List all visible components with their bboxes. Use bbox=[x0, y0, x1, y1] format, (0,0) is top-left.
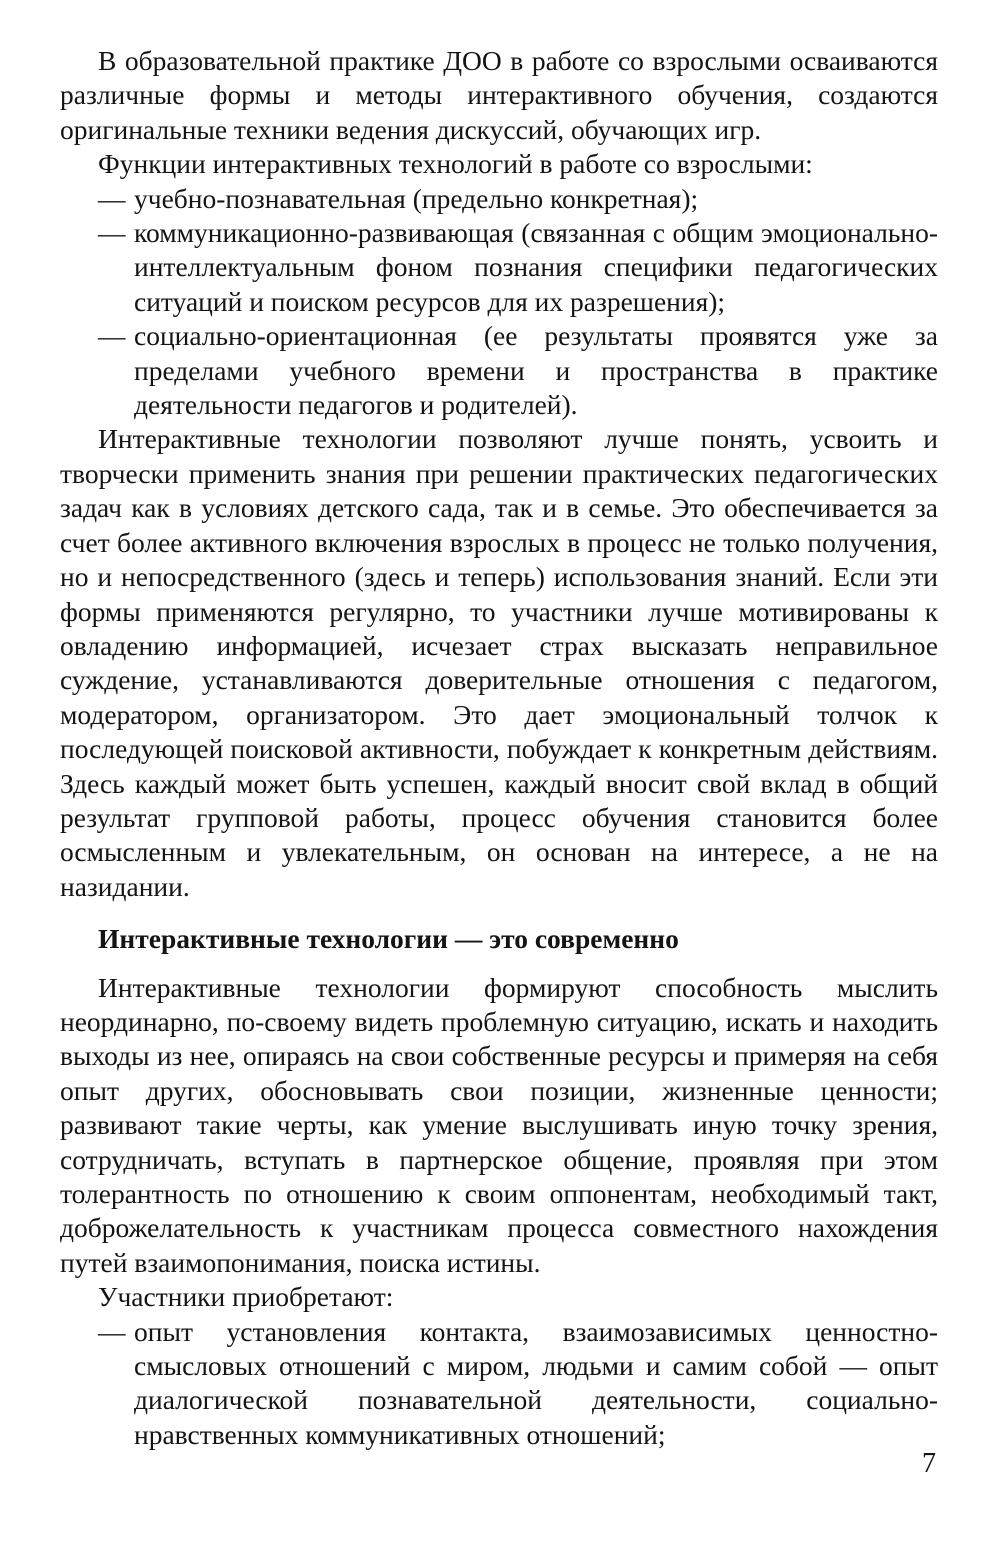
list-item-text: учебно-познавательная (предельно конкретная); bbox=[134, 182, 699, 214]
section-paragraph: Интерактивные технологии формируют способность мыслить неординарно, по-своему видеть проблемную ситуацию, искать и находить выходы из нее, опираясь на свои собственные ресурсы и примеряя на себя опыт других, обосновывать свои позиции, жизненные ценности; развивают такие черты, как умение выслушивать иную точку зрения, сотрудничать, вступать в партнерское общение, проявляя при этом толерантность по отношению к своим оппонентам, необходимый такт, доброжелательность к участникам процесса совместного нахождения путей взаимопонимания, поиска истины. bbox=[60, 971, 938, 1278]
list-item-text: коммуникационно-развивающая (связанная с общим эмоционально-интеллектуальным фоном познания специфики педагогических ситуаций и поиском ресурсов для их разрешения); bbox=[134, 217, 938, 317]
body-paragraph: Интерактивные технологии позволяют лучше понять, усвоить и творчески применить знания при решении практических педагогических задач как в условиях детского сада, так и в семье. Это обеспечивается за счет более активного включения взрослых в процесс не только получения, но и непосредственного (здесь и теперь) использования знаний. Если эти формы применяются регулярно, то участники лучше мотивированы к овладению информацией, исчезает страх высказать неправильное суждение, устанавливаются доверительные отношения с педагогом, модератором, организатором. Это дает эмоциональный толчок к последующей поисковой активности, побуждает к конкретным действиям. Здесь каждый может быть успешен, каждый вносит свой вклад в общий результат групповой работы, процесс обучения становится более осмысленным и увлекательным, он основан на интересе, а не на назидании. bbox=[60, 423, 938, 902]
participants-intro: Участники приобретают: bbox=[98, 1281, 394, 1313]
functions-list bbox=[60, 182, 938, 423]
section-heading: Интерактивные технологии — это современно bbox=[98, 923, 679, 955]
page-number: 7 bbox=[922, 1448, 936, 1479]
dash-marker: — bbox=[98, 182, 126, 214]
dash-marker: — bbox=[98, 1315, 126, 1347]
list-item-text: социально-ориентационная (ее результаты проявятся уже за пределами учебного времени и пространства в практике деятельности педагогов и родителей). bbox=[134, 320, 938, 421]
functions-intro: Функции интерактивных технологий в работе со взрослыми: bbox=[98, 148, 813, 180]
dash-marker: — bbox=[98, 320, 126, 352]
page-text bbox=[60, 44, 938, 1452]
dash-marker: — bbox=[98, 217, 126, 249]
list-item bbox=[60, 216, 938, 319]
intro-paragraph: В образовательной практике ДОО в работе со взрослыми осваиваются различные формы и методы интерактивного обучения, создаются оригинальные техники ведения дискуссий, обучающих игр. bbox=[60, 45, 938, 145]
participants-list bbox=[60, 1315, 938, 1453]
list-item bbox=[60, 1315, 938, 1453]
list-item-text: опыт установления контакта, взаимозависимых ценностно-смысловых отношений с миром, людьми и самим собой — опыт диалогической познавательной деятельности, социально-нравственных коммуникативных отношений; bbox=[134, 1315, 938, 1450]
list-item bbox=[60, 319, 938, 422]
list-item bbox=[60, 182, 938, 216]
